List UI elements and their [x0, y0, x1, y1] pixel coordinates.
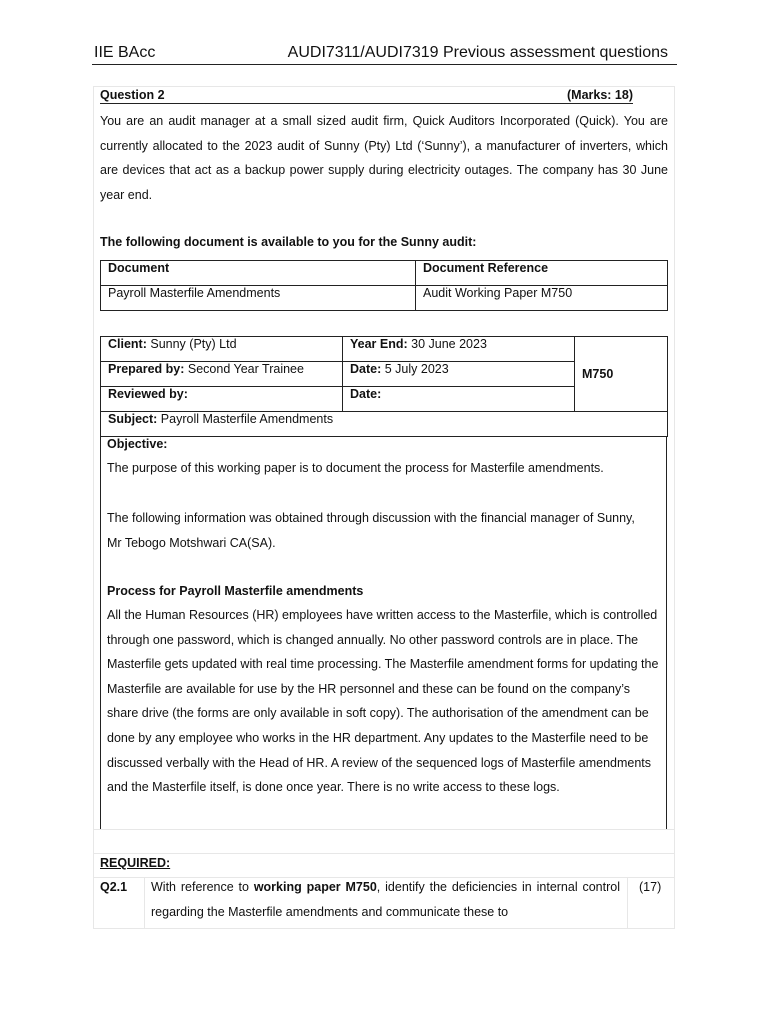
- divider: [627, 877, 628, 929]
- wp-client-value: Sunny (Pty) Ltd: [146, 337, 237, 351]
- question-title: Question 2: [100, 88, 165, 102]
- q21-marks: (17): [639, 880, 662, 894]
- wp-subject-value: Payroll Masterfile Amendments: [157, 412, 334, 426]
- wp-date-label: Date:: [350, 362, 382, 376]
- required-heading: REQUIRED:: [100, 856, 171, 870]
- header-title: AUDI7311/AUDI7319 Previous assessment questions: [287, 44, 668, 61]
- objective-heading: Objective:: [107, 437, 168, 451]
- process-text: All the Human Resources (HR) employees have written access to the Masterfile, which is controlled through one password, which is changed annually. No other password controls are in place. The Masterfile gets updated with real time processing. The Masterfile amendment forms for updating the Masterfile are available for use by the HR personnel and these can be found on the company’s share drive (the forms are only available in soft copy). The authorisation of the amendment can be done by any employee who works in the HR department. Any updates to the Masterfile need to be discussed verbally with the Head of HR. A review of the sequenced logs of Masterfile amendments and the Masterfile itself, is done once year. There is no write access to these logs.: [107, 608, 659, 795]
- wp-prepared-value: Second Year Trainee: [184, 362, 304, 376]
- wp-reviewed-label: Reviewed by:: [101, 387, 343, 412]
- objective-text: The purpose of this working paper is to document the process for Masterfile amendments.: [107, 461, 604, 475]
- q21-number: Q2.1: [100, 880, 128, 894]
- wp-subject-cell: [101, 412, 668, 437]
- wp-year-end-value: 30 June 2023: [407, 337, 487, 351]
- documents-header-reference: Document Reference: [416, 261, 668, 286]
- header-course: IIE BAcc: [94, 44, 156, 61]
- available-heading: The following document is available to you for the Sunny audit:: [100, 235, 477, 249]
- documents-header-document: Document: [101, 261, 416, 286]
- wp-client-cell: [101, 337, 343, 362]
- q21-text-bold: working paper M750: [253, 880, 377, 894]
- info-text: The following information was obtained through discussion with the financial manager of Sunny, Mr Tebogo Motshwari CA(SA).: [107, 511, 635, 550]
- wp-year-end-cell: [343, 337, 575, 362]
- wp-date-value: 5 July 2023: [381, 362, 449, 376]
- question-title-row: [100, 87, 633, 104]
- question-marks: (Marks: 18): [567, 88, 633, 102]
- wp-year-end-label: Year End:: [350, 337, 408, 351]
- wp-client-label: Client:: [108, 337, 147, 351]
- wp-review-date-label: Date:: [343, 387, 575, 412]
- documents-cell-document: Payroll Masterfile Amendments: [101, 286, 416, 311]
- wp-prepared-label: Prepared by:: [108, 362, 185, 376]
- wp-reference: M750: [575, 337, 668, 412]
- divider: [144, 877, 145, 929]
- wp-prepared-cell: [101, 362, 343, 387]
- process-heading: Process for Payroll Masterfile amendments: [107, 584, 364, 598]
- q21-text-post: , identify the deficiencies in internal control regarding the Masterfile amendments and communicate these to: [151, 880, 620, 919]
- wp-date-cell: [343, 362, 575, 387]
- wp-subject-label: Subject:: [108, 412, 158, 426]
- divider: [93, 853, 675, 854]
- documents-cell-reference: Audit Working Paper M750: [416, 286, 668, 311]
- q21-text-pre: With reference to: [151, 880, 254, 894]
- documents-table: [100, 260, 668, 311]
- working-paper-header-table: [100, 336, 668, 437]
- divider: [93, 829, 675, 830]
- q21-text: [151, 875, 620, 924]
- page-header: [92, 42, 677, 65]
- intro-paragraph: You are an audit manager at a small sized audit firm, Quick Auditors Incorporated (Quick). You are currently allocated to the 2023 audit of Sunny (Pty) Ltd (‘Sunny’), a manufacturer of inverters, which are devices that act as a backup power supply during electricity outages. The company has 30 June year end.: [100, 114, 668, 202]
